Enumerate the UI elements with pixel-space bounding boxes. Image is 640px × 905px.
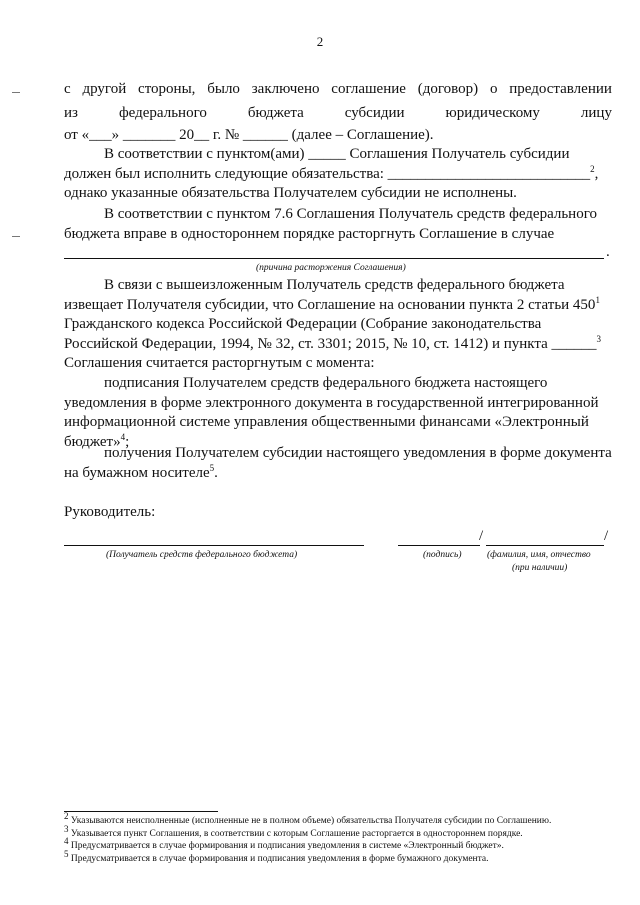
signature-blank-line [398, 545, 480, 546]
termination-line-1: В соответствии с пунктом 7.6 Соглашения Получатель средств федерального [104, 206, 597, 222]
electronic-text: бюджет» [64, 433, 121, 450]
paragraph-obligations [64, 145, 612, 204]
footnote-ref: 1 [595, 294, 600, 305]
word: о [489, 81, 498, 97]
footnote-number: 2 [64, 810, 69, 821]
paragraph-electronic-signing [64, 374, 612, 452]
word: было [207, 81, 240, 97]
word: бюджета [247, 104, 304, 121]
recipient-blank-line [64, 545, 364, 546]
paragraph-notice [64, 276, 612, 374]
notice-line-1: В связи с вышеизложенным Получатель средств федерального бюджета [104, 277, 565, 293]
word: из [64, 104, 78, 121]
electronic-line-3: информационной системе управления общественными финансами «Электронный [64, 414, 589, 431]
word: субсидии [344, 104, 405, 121]
page-number: 2 [316, 34, 324, 49]
punct: . [214, 464, 218, 481]
word: федерального [118, 104, 207, 121]
termination-line-2: бюджета вправе в одностороннем порядке расторгнуть Соглашение в случае [64, 225, 555, 242]
notice-text: извещает Получателя субсидии, что Соглашение на основании пункта 2 статьи 450 [64, 296, 596, 313]
footnote-item [64, 810, 624, 828]
name-caption-2: (при наличии) [512, 563, 568, 573]
footnote-ref: 5 [209, 462, 215, 473]
footnote-number: 4 [64, 835, 69, 846]
notice-line-5: Соглашения считается расторгнутым с момента: [64, 355, 375, 372]
reason-blank-line [64, 258, 604, 259]
scan-artifact [12, 92, 20, 93]
recipient-caption: (Получатель средств федерального бюджета) [106, 550, 298, 560]
notice-line-2 [64, 296, 612, 316]
footnote-text: Указываются неисполненные (исполненные не в полном объеме) обязательства Получателя субсидии по Соглашению. [70, 816, 552, 826]
footnote-ref: 4 [120, 431, 126, 442]
word: стороны, [138, 81, 196, 97]
signature-slash-2: / [604, 528, 609, 544]
notice-line-4 [64, 335, 612, 355]
name-caption: (фамилия, имя, отчество [487, 550, 591, 560]
paragraph-paper-receipt [64, 444, 612, 483]
signature-slash-1: / [479, 528, 484, 544]
notice-line-3: Гражданского кодекса Российской Федерации (Собрание законодательства [64, 316, 542, 333]
signature-caption: (подпись) [423, 550, 462, 560]
word: другой [82, 81, 127, 97]
justified-line [64, 80, 612, 100]
name-blank-line [486, 545, 604, 546]
footnote-number: 5 [64, 848, 69, 859]
word: заключено [251, 81, 320, 97]
reason-caption: (причина расторжения Соглашения) [256, 263, 406, 273]
electronic-line-1: подписания Получателем средств федерального бюджета настоящего [104, 375, 548, 391]
punct: , [594, 165, 599, 182]
footnote-number: 3 [64, 823, 69, 834]
obligations-line-1: В соответствии с пунктом(ами) _____ Соглашения Получатель субсидии [104, 146, 570, 162]
scan-artifact [12, 236, 20, 237]
footnote-ref: 2 [590, 163, 595, 174]
paper-text: на бумажном носителе [64, 464, 210, 481]
punct: ; [125, 433, 130, 450]
paper-line-1: получения Получателем субсидии настоящего уведомления в форме документа [104, 445, 612, 461]
word: предоставлении [509, 81, 612, 97]
footnote-text: Предусматривается в случае формирования и подписания уведомления в форме бумажного документа. [70, 853, 489, 864]
footnote-ref: 3 [596, 333, 602, 344]
justified-line [64, 104, 612, 124]
reason-dot: . [606, 244, 610, 260]
word: юридическому [445, 104, 540, 121]
footnote-text: Предусматривается в случае формирования и подписания уведомления в системе «Электронный бюджет». [70, 841, 504, 851]
paper-line-2 [64, 464, 612, 484]
paragraph-termination-right [64, 205, 612, 244]
footnotes-list [64, 810, 624, 865]
footnote-item [64, 835, 624, 853]
paragraph-agreement-intro [64, 80, 612, 146]
word: соглашение [331, 81, 406, 97]
head-label: Руководитель: [64, 504, 156, 520]
word: (договор) [417, 81, 479, 97]
electronic-line-2: уведомления в форме электронного документа в государственной интегрированной [64, 394, 599, 411]
footnote-item [64, 848, 624, 866]
obligations-line-2 [64, 165, 612, 185]
word: лицу [580, 104, 612, 121]
footnote-item [64, 823, 624, 841]
footnote-text: Указывается пункт Соглашения, в соответствии с которым Соглашение расторгается в одностороннем порядке. [70, 828, 523, 839]
word: с [64, 81, 71, 97]
notice-text: Российской Федерации, 1994, № 32, ст. 3301; 2015, № 10, ст. 1412) и пункта ______ [64, 335, 597, 352]
agreement-date-line: от «___» _______ 20__ г. № ______ (далее – Соглашение). [64, 127, 434, 144]
obligations-text: должен был исполнить следующие обязательства: ___________________________ [64, 165, 591, 182]
obligations-line-3: однако указанные обязательства Получателем субсидии не исполнены. [64, 185, 517, 202]
footnote-separator [64, 811, 218, 812]
